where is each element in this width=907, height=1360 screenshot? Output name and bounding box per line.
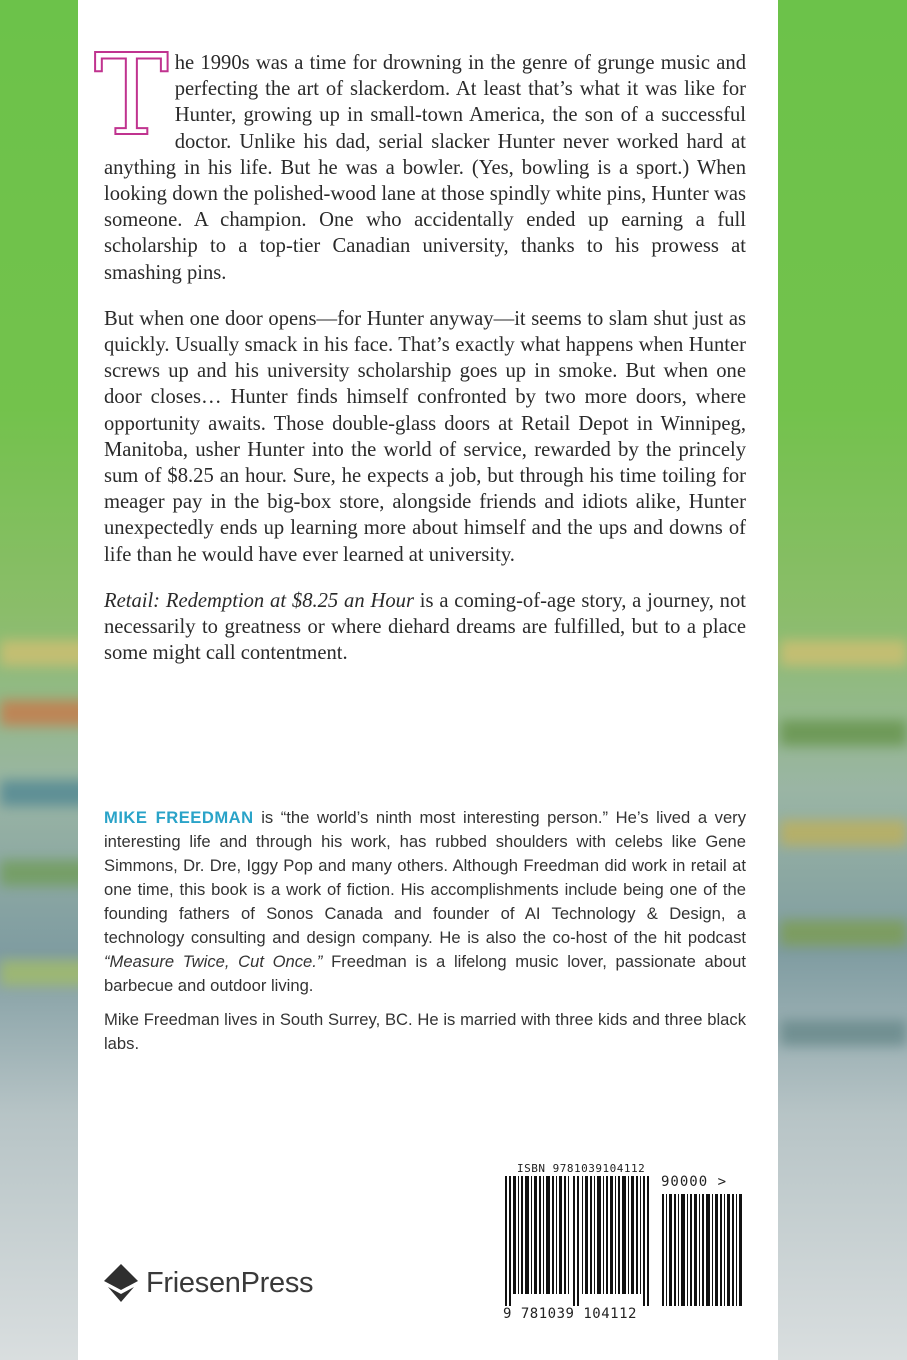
shelf-blur: [780, 820, 907, 846]
book-description: [94, 31, 746, 686]
bio-residence: Mike Freedman lives in South Surrey, BC. He is married with three kids and three black labs.: [104, 1010, 746, 1053]
shelf-blur: [780, 640, 907, 666]
publisher-logo: [104, 1263, 313, 1303]
description-paragraph-2: But when one door opens—for Hunter anyway—it seems to slam shut just as quickly. Usually smack in his face. That’s exactly what happens when Hunter screws up and his university scholarship goes up in smoke. But when one door closes… Hunter finds himself confronted by two more doors, where opportunity awaits. Those double-glass doors at Retail Depot in Winnipeg, Manitoba, usher Hunter into the world of service, rewarded by the princely sum of $8.25 an hour. Sure, he expects a job, but through his time toiling for meager pay in the big-box store, alongside friends and idiots alike, Hunter unexpectedly ends up learning more about himself and the ups and downs of life than he would have ever learned at university.: [104, 307, 746, 566]
shelf-blur: [780, 920, 907, 946]
author-bio: [104, 806, 746, 1066]
price-code: 90000 >: [661, 1174, 728, 1190]
description-paragraph-1: The 1990s was a time for drowning in the genre of grunge music and perfecting the art of slackerdom. At least that’s what it was like for Hunter, growing up in small-town America, the son of a successful doctor. Unlike his dad, serial slacker Hunter never worked hard at anything in his life. But he was a bowler. (Yes, bowling is a sport.) When looking down the polished-wood lane at those spindly white pins, Hunter was someone. A champion. One who accidentally ended up earning a full scholarship to a top-tier Canadian university, thanks to his prowess at smashing pins.: [94, 31, 746, 284]
shelf-blur: [780, 720, 907, 746]
isbn-digits: 9 781039 104112: [503, 1306, 637, 1322]
author-name: MIKE FREEDMAN: [104, 808, 254, 827]
shelf-blur: [0, 860, 90, 886]
shelf-blur: [0, 700, 90, 726]
book-title: Retail: Redemption at $8.25 an Hour: [104, 589, 414, 612]
podcast-title: “Measure Twice, Cut Once.”: [104, 952, 323, 971]
description-paragraph-3: Retail: Redemption at $8.25 an Hour is a coming-of-age story, a journey, not necessarily to greatness or where diehard dreams are fulfilled, but to a place some might call contentment.: [104, 589, 746, 665]
publisher-name: FriesenPress: [146, 1266, 314, 1299]
shelf-blur: [0, 640, 90, 666]
drop-cap: T: [94, 31, 169, 161]
barcode-bars: [503, 1176, 653, 1306]
isbn-barcode: [503, 1160, 757, 1338]
bio-paragraph: MIKE FREEDMAN is “the world’s ninth most interesting person.” He’s lived a very interesting life and through his work, has rubbed shoulders with celebs like Gene Simmons, Dr. Dre, Iggy Pop and many others. Although Freedman did work in retail at one time, this book is a work of fiction. His accomplishments include being one of the founding fathers of Sonos Canada and founder of AI Technology & Design, a technology consulting and design company. He is also the co-host of the hit podcast “Measure Twice, Cut Once.” Freedman is a lifelong music lover, passionate about barbecue and outdoor living.: [104, 808, 747, 995]
friesenpress-logo-icon: [104, 1264, 138, 1302]
shelf-blur: [780, 1020, 907, 1046]
isbn-label: ISBN 9781039104112: [517, 1162, 646, 1175]
price-barcode-bars: [661, 1194, 743, 1306]
shelf-blur: [0, 780, 90, 806]
shelf-blur: [0, 960, 90, 986]
